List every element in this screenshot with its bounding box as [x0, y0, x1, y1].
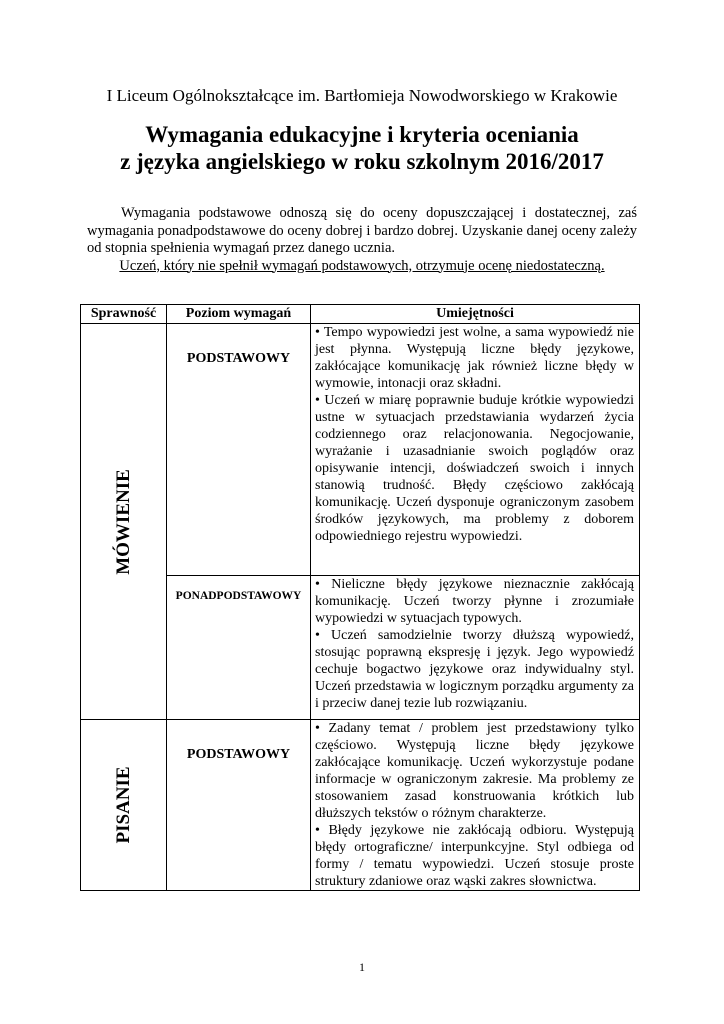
skill-label-writing: PISANIE	[112, 766, 134, 844]
ability-item: • Zadany temat / problem jest przedstawiony tylko częściowo. Występują liczne błędy językowe zakłócające komunikację. Uczeń wykorzystuje podane informacje w ograniczonym zakresie. Ma problemy ze stosowaniem zasad konstruowania krótkich lub dłuższych tekstów o różnym charakterze.	[315, 721, 634, 821]
header-abilities: Umiejętności	[311, 305, 640, 324]
page-number: 1	[359, 960, 365, 974]
table-header-row	[81, 305, 640, 324]
title-line-2: z języka angielskiego w roku szkolnym 2016/2017	[120, 149, 604, 174]
skill-cell-writing	[81, 720, 167, 891]
school-name: I Liceum Ogólnokształcące im. Bartłomieja Nowodworskiego w Krakowie	[106, 86, 618, 105]
level-cell: PODSTAWOWY	[167, 324, 311, 576]
ability-item: • Nieliczne błędy językowe nieznacznie zakłócają komunikację. Uczeń tworzy płynne i zrozumiałe wypowiedzi w sytuacjach typowych.	[315, 577, 634, 626]
requirements-table	[80, 304, 640, 891]
skill-cell-speaking	[81, 324, 167, 720]
document-title	[0, 121, 724, 175]
intro-underlined-note: Uczeń, który nie spełnił wymagań podstawowych, otrzymuje ocenę niedostateczną.	[119, 257, 605, 274]
header-level: Poziom wymagań	[167, 305, 311, 324]
ability-item: • Uczeń samodzielnie tworzy dłuższą wypowiedź, stosując poprawną ekspresję i język. Jego wypowiedź cechuje bogactwo językowe oraz indywidualny styl. Uczeń przedstawia w logicznym porządku argumenty za i przeciw danej tezie lub rozwiązaniu.	[315, 628, 634, 711]
level-cell: PONADPODSTAWOWY	[167, 576, 311, 720]
title-line-1: Wymagania edukacyjne i kryteria oceniania	[145, 122, 579, 147]
table-row	[81, 324, 640, 576]
level-cell: PODSTAWOWY	[167, 720, 311, 891]
intro-section	[87, 205, 637, 275]
skill-label-speaking: MÓWIENIE	[112, 468, 134, 575]
intro-paragraph: Wymagania podstawowe odnoszą się do oceny dopuszczającej i dostatecznej, zaś wymagania ponadpodstawowe do oceny dobrej i bardzo dobrej. Uzyskanie danej oceny zależy od stopnia spełnienia wymagań przez danego ucznia.	[87, 205, 637, 256]
abilities-cell	[311, 324, 640, 576]
table-row	[81, 720, 640, 891]
ability-item: • Tempo wypowiedzi jest wolne, a sama wypowiedź nie jest płynna. Występują liczne błędy językowe, zakłócające komunikację jak również liczne błędy w wymowie, intonacji oraz składni.	[315, 325, 634, 391]
ability-item: • Błędy językowe nie zakłócają odbioru. Występują błędy ortograficzne/ interpunkcyjne. Styl odbiega od formy / tematu wypowiedzi. Uczeń stosuje proste struktury zdaniowe oraz wąski zakres słownictwa.	[315, 823, 634, 889]
abilities-cell	[311, 720, 640, 891]
header-skill: Sprawność	[81, 305, 167, 324]
abilities-cell	[311, 576, 640, 720]
ability-item: • Uczeń w miarę poprawnie buduje krótkie wypowiedzi ustne w sytuacjach przedstawiania wydarzeń życia codziennego oraz relacjonowania. Negocjowanie, wyrażanie i uzasadnianie swoich poglądów oraz opisywanie intencji, doświadczeń swoich i innych stanowią trudność. Błędy częściowo zakłócają komunikację. Uczeń dysponuje ograniczonym zasobem środków językowych, ma problemy z doborem odpowiedniego rejestru wypowiedzi.	[315, 393, 634, 544]
